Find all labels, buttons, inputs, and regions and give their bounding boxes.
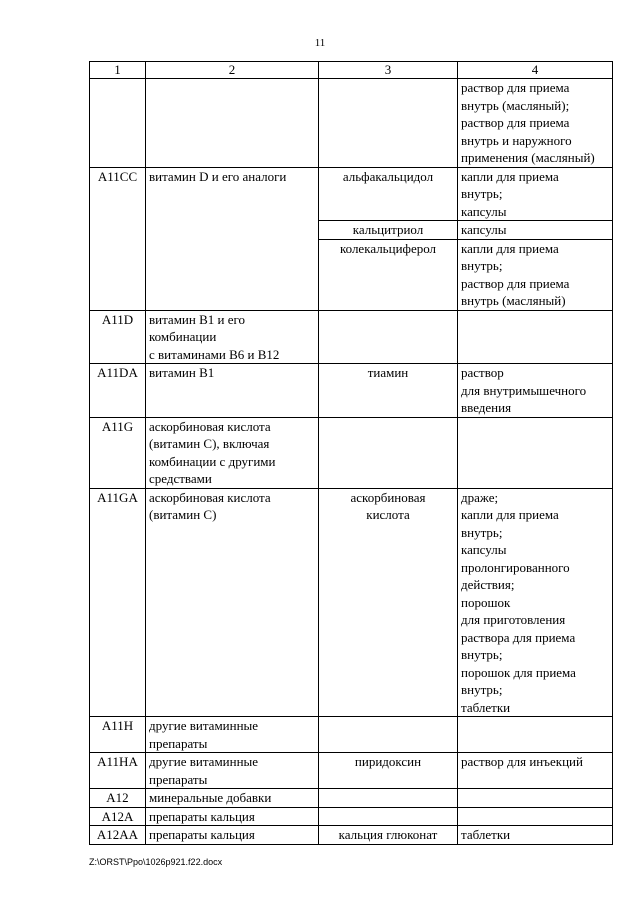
drug-name-cell <box>319 79 458 168</box>
drug-name-line: колекальциферол <box>339 240 437 256</box>
group-name-cell <box>146 807 319 826</box>
group-name-cell <box>146 717 319 753</box>
group-name-line: препараты <box>149 735 208 751</box>
dosage-form-line: внутрь (масляный) <box>461 293 566 308</box>
group-name-line: с витаминами B6 и B12 <box>149 346 280 362</box>
dosage-form-line: внутрь; <box>461 524 503 540</box>
dosage-form-line: раствор для инъекций <box>461 754 583 769</box>
group-name-line: препараты кальция <box>149 808 255 824</box>
dosage-form-line: внутрь; <box>461 682 503 697</box>
dosage-form-line: капсулы <box>461 203 507 219</box>
group-name-line: (витамин C), включая <box>149 436 270 451</box>
drug-name-line: кальцитриол <box>352 222 424 237</box>
table-row <box>90 753 613 789</box>
dosage-form-line: капсулы <box>461 542 507 557</box>
table-header <box>90 62 613 79</box>
dosage-form-line: для приготовления <box>461 612 566 627</box>
dosage-form-line: действия; <box>461 577 515 592</box>
table-body <box>90 79 613 845</box>
group-name-cell <box>146 364 319 418</box>
file-path-footer: Z:\ORST\Ppo\1026p921.f22.docx <box>89 857 223 867</box>
drug-name-line: кислота <box>366 507 410 522</box>
dosage-form-line: внутрь; <box>461 258 503 273</box>
drug-name-cell <box>319 807 458 826</box>
table-row <box>90 417 613 488</box>
dosage-form-line: капсулы <box>461 222 507 237</box>
table-row <box>90 807 613 826</box>
header-col-4: 4 <box>458 62 613 79</box>
drug-table <box>89 61 613 845</box>
drug-name-cell <box>319 488 458 717</box>
atc-code-cell: A11CC <box>90 167 146 310</box>
dosage-form-cell <box>458 417 613 488</box>
dosage-form-line: внутрь и наружного <box>461 132 572 148</box>
dosage-form-cell <box>458 826 613 845</box>
dosage-form-line: внутрь (масляный); <box>461 97 570 113</box>
dosage-form-line: раствор для приема <box>461 275 570 291</box>
drug-name-cell <box>319 789 458 808</box>
drug-name-cell <box>319 167 458 221</box>
dosage-form-cell <box>458 789 613 808</box>
atc-code-cell: A11HA <box>90 753 146 789</box>
dosage-form-line: капли для приема <box>461 507 559 522</box>
dosage-form-cell <box>458 167 613 221</box>
drug-name-line: альфакальцидол <box>342 168 434 184</box>
dosage-form-line: капли для приема <box>461 240 559 256</box>
group-name-line: витамин B1 <box>149 365 215 380</box>
atc-code-cell: A11GA <box>90 488 146 717</box>
group-name-line: комбинации <box>149 329 217 344</box>
page-number: 11 <box>314 37 326 49</box>
dosage-form-line: раствора для приема <box>461 629 576 645</box>
header-col-2: 2 <box>146 62 319 79</box>
dosage-form-line: пролонгированного <box>461 559 570 575</box>
group-name-line: препараты <box>149 771 208 787</box>
group-name-line: средствами <box>149 471 212 486</box>
group-name-line: другие витаминные <box>149 718 259 733</box>
group-name-line: (витамин C) <box>149 507 217 522</box>
table-row <box>90 826 613 845</box>
drug-name-line: аскорбиновая <box>350 489 426 505</box>
group-name-cell <box>146 167 319 310</box>
atc-code-cell: A11G <box>90 417 146 488</box>
drug-name-cell <box>319 364 458 418</box>
dosage-form-line: таблетки <box>461 827 511 842</box>
group-name-line: витамин D и его аналоги <box>149 168 287 184</box>
dosage-form-line: порошок <box>461 594 511 610</box>
group-name-cell <box>146 79 319 168</box>
drug-name-cell <box>319 717 458 753</box>
atc-code-cell: A12A <box>90 807 146 826</box>
drug-name-line: пиридоксин <box>354 754 422 769</box>
dosage-form-line: внутрь; <box>461 186 503 201</box>
dosage-form-cell <box>458 239 613 310</box>
group-name-cell <box>146 488 319 717</box>
drug-name-cell <box>319 417 458 488</box>
atc-code-cell: A11H <box>90 717 146 753</box>
atc-code-cell <box>90 79 146 168</box>
group-name-line: аскорбиновая кислота <box>149 489 271 505</box>
group-name-cell <box>146 753 319 789</box>
atc-code-cell: A12 <box>90 789 146 808</box>
drug-name-cell <box>319 221 458 240</box>
group-name-cell <box>146 789 319 808</box>
group-name-line: аскорбиновая кислота <box>149 418 271 434</box>
dosage-form-cell <box>458 807 613 826</box>
dosage-form-line: внутрь; <box>461 647 503 662</box>
header-col-3: 3 <box>319 62 458 79</box>
table-row <box>90 789 613 808</box>
dosage-form-line: порошок для приема <box>461 664 576 680</box>
group-name-line: препараты кальция <box>149 827 255 842</box>
dosage-form-cell <box>458 310 613 364</box>
header-row <box>90 62 613 79</box>
dosage-form-cell <box>458 717 613 753</box>
table-row <box>90 310 613 364</box>
group-name-line: другие витаминные <box>149 754 259 769</box>
table-row <box>90 717 613 753</box>
drug-name-line: тиамин <box>367 365 409 380</box>
group-name-line: комбинации с другими <box>149 453 276 469</box>
group-name-line: витамин B1 и его <box>149 311 246 327</box>
table-row <box>90 79 613 168</box>
dosage-form-cell <box>458 364 613 418</box>
dosage-form-line: таблетки <box>461 699 511 715</box>
table-row <box>90 167 613 221</box>
atc-code-cell: A12AA <box>90 826 146 845</box>
drug-name-cell <box>319 753 458 789</box>
dosage-form-cell <box>458 753 613 789</box>
dosage-form-cell <box>458 221 613 240</box>
dosage-form-line: раствор для приема <box>461 80 570 95</box>
group-name-cell <box>146 826 319 845</box>
drug-name-line: кальция глюконат <box>338 827 438 842</box>
dosage-form-line: введения <box>461 400 512 415</box>
drug-name-cell <box>319 826 458 845</box>
dosage-form-line: раствор для приема <box>461 115 570 130</box>
drug-name-cell <box>319 239 458 310</box>
atc-code-cell: A11D <box>90 310 146 364</box>
table-row <box>90 488 613 717</box>
atc-code-cell: A11DA <box>90 364 146 418</box>
dosage-form-line: для внутримышечного <box>461 382 587 398</box>
dosage-form-line: раствор <box>461 365 504 380</box>
group-name-cell <box>146 310 319 364</box>
group-name-cell <box>146 417 319 488</box>
dosage-form-line: капли для приема <box>461 168 559 184</box>
dosage-form-cell <box>458 79 613 168</box>
dosage-form-cell <box>458 488 613 717</box>
dosage-form-line: применения (масляный) <box>461 150 595 165</box>
header-col-1: 1 <box>90 62 146 79</box>
table-row <box>90 364 613 418</box>
dosage-form-line: драже; <box>461 489 499 505</box>
drug-name-cell <box>319 310 458 364</box>
group-name-line: минеральные добавки <box>149 790 272 805</box>
